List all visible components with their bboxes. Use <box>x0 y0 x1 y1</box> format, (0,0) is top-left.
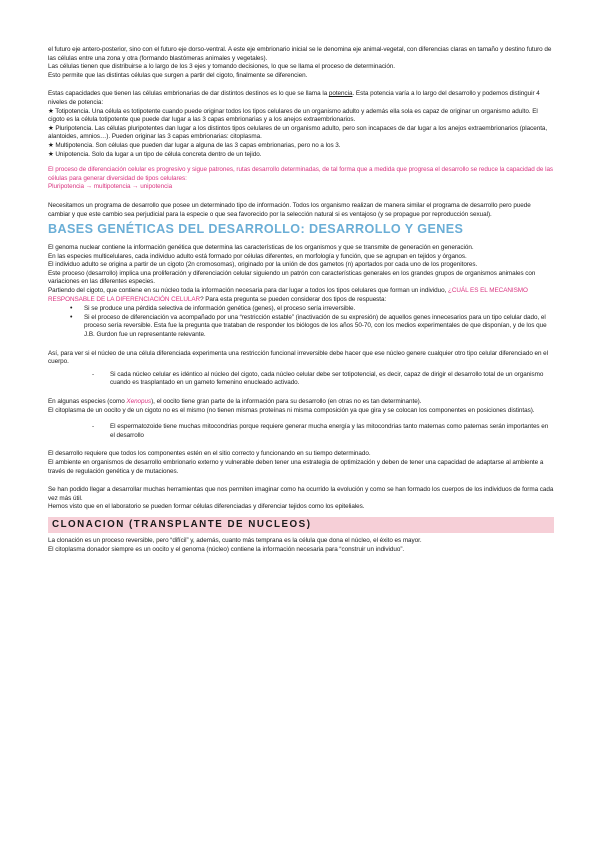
response-bullet-list <box>48 305 554 339</box>
list-item: • Si el proceso de diferenciación va acompañado por una “restricción estable” (inactivación de su expresión) de aquellos genes innecesarios para un tipo celular dado, el proceso sería reversible. Esta fue la pregunta que trataban de responder los biólogos de los años 50-70, con los medios experimentales de que disponían, y de los que J.B. Gurdon fue un representante relevante. <box>84 314 554 340</box>
paragraph-xenopus: En algunas especies (como Xenopus), el oocito tiene gran parte de la información para su desarrollo (en otras no es tan determinante). <box>48 398 422 405</box>
text-line: El ambiente en organismos de desarrollo embrionario externo y vulnerable deben tener una estrategia de optimización y deben de tener una capacidad de adaptarse al ambiente a través de regulación genética y de mutaciones. <box>48 458 544 475</box>
paragraph-nucleo: Así, para ver si el núcleo de una célula diferenciada experimenta una restricción funcional irreversible debe hacer que ese núcleo genere cualquier otro tipo celular diferenciado en el cuerpo. <box>48 349 549 366</box>
potency-item: ★ Pluripotencia. Las células pluripotentes dan lugar a los distintos tipos celulares de un organismo adulto, pero son incapaces de dar lugar a los anejos extraembrionarios (placenta, alantoides, amnios…). Pueden originar las 3 capas embrionarias: citoplasma. <box>48 124 548 141</box>
section-heading-bases-geneticas: BASES GENÉTICAS DEL DESARROLLO: DESARROLLO Y GENES <box>48 222 464 237</box>
list-item: - El espermatozoide tiene muchas mitocondrias porque requiere generar mucha energía y las mitocondrias tanto maternas como paternas serán importantes en el desarrollo <box>110 423 554 440</box>
paragraph-clonacion <box>48 537 554 554</box>
text-line: Se han podido llegar a desarrollar muchas herramientas que nos permiten imaginar como ha ocurrido la evolución y como se han formado los cuerpos de los individuos de forma cada vez más útil. <box>48 486 554 502</box>
text-line: El citoplasma donador siempre es un oocito y el genoma (núcleo) contiene la información necesaria para “construir un individuo”. <box>48 545 405 553</box>
potency-item: ★ Totipotencia. Una célula es totipotente cuando puede originar todos los tipos celulares de un organismo adulto y además ella sola es capaz de originar un organismo adulto. El cigoto es la célula totipotente que puede dar lugar a las 3 capas embrionarias y a los anejos extraembrionarios. <box>48 107 538 124</box>
text-line: El individuo adulto se origina a partir de un cigoto (2n cromosomas), originado por la unión de dos gametos (n) aportados por cada uno de los progenitores. <box>48 261 478 269</box>
species-name: Xenopus <box>126 398 152 405</box>
paragraph-herramientas <box>48 486 554 512</box>
text-line: Hemos visto que en el laboratorio se pueden formar células diferenciadas y diferenciar tejidos como los epiteliales. <box>48 503 365 511</box>
paragraph-question: Partiendo del cigoto, que contiene en su núcleo toda la información necesaria para dar lugar a todos los tipos celulares que forman un individuo, ¿CUÁL ES EL MECANISMO RESPONSABLE DE LA DIFERENCIACIÓN CELULAR? Para esta pregunta se pueden considerar dos tipos de respuesta: <box>48 287 528 303</box>
section-heading-clonacion: CLONACION (TRANSPLANTE DE NUCLEOS) <box>48 517 554 533</box>
paragraph-genoma <box>48 244 554 287</box>
paragraph-desarrollo <box>48 450 554 476</box>
potency-levels-list <box>48 108 554 160</box>
list-item: • Si se produce una pérdida selectiva de información genética (genes), el proceso sería irreversible. <box>84 305 554 314</box>
document-page <box>48 46 554 554</box>
dash-list <box>48 423 554 440</box>
dash-list <box>48 371 554 388</box>
highlighted-question: ¿CUÁL ES EL MECANISMO RESPONSABLE DE LA DIFERENCIACIÓN CELULAR <box>48 287 528 303</box>
paragraph-program: Necesitamos un programa de desarrollo que posee un determinado tipo de información. Todos los organismo realizan de manera similar el programa de desarrollo pero puede cambiar y que este cambio sea perjudicial para la especie o que sea favorecido por la selección natural si es ventajoso (y se propague por reproducción sexual). <box>48 201 531 218</box>
potency-sequence: Pluripotencia → multipotencia → unipotencia <box>48 183 173 191</box>
text-line: En las especies multicelulares, cada individuo adulto está formado por células diferentes, en morfología y función, que se agrupan en tejidos y órganos. <box>48 252 467 260</box>
text-line: Las células tienen que distribuirse a lo largo de los 3 ejes y tomando decisiones, lo que se llama el proceso de determinación. <box>48 63 395 71</box>
underlined-term: potencia <box>328 90 353 98</box>
paragraph-citoplasma: El citoplasma de un oocito y de un cigoto no es el mismo (no tienen mismas proteínas ni misma composición ya que gira y se colocan los componentes en posiciones distintas). <box>48 406 535 414</box>
text-line: El desarrollo requiere que todos los componentes estén en el sitio correcto y funcionando en su tiempo determinado. <box>48 450 371 458</box>
text-line: La clonación es un proceso reversible, pero “difícil” y, además, cuanto más temprana es la célula que dona el núcleo, el éxito es mayor. <box>48 536 422 544</box>
text-line: Este proceso (desarrollo) implica una proliferación y diferenciación celular siguiendo un patrón con características generales en los grandes grupos de organismos animales con variaciones en las diferentes especies. <box>48 269 536 286</box>
text-line: Esto permite que las distintas células que surgen a partir del cigoto, finalmente se diferencien. <box>48 71 308 79</box>
highlight-paragraph: El proceso de diferenciación celular es progresivo y sigue patrones, rutas desarrollo determinadas, de tal forma que a medida que progresa el desarrollo se reduce la capacidad de las células para generar diversidad de tipos celulares: Pluripotencia → multipotencia → unipotencia <box>48 166 554 191</box>
paragraph-potencia: Estas capacidades que tienen las células embrionarias de dar distintos destinos es lo que se llama la potencia. Esta potencia varía a lo largo del desarrollo y podemos distinguir 4 niveles de potencia: <box>48 90 540 106</box>
text-line: el futuro eje antero-posterior, sino con el futuro eje dorso-ventral. A este eje embrionario inicial se le denomina eje animal-vegetal, con diferencias claras en tamaño y destino futuro de las células entre una zona y otra (formando blastómeras animales y vegetales). <box>48 46 552 62</box>
paragraph-axes <box>48 46 554 80</box>
list-item: - Si cada núcleo celular es idéntico al núcleo del cigoto, cada núcleo celular debe ser totipotencial, es decir, capaz de dirigir el desarrollo total de un organismo cuando es trasplantado en un gameto femenino enucleado activado. <box>110 371 554 388</box>
potency-item: ★ Multipotencia. Son células que pueden dar lugar a alguna de las 3 capas embrionarias, pero no a los 3. <box>48 141 341 149</box>
potency-item: ★ Unipotencia. Solo da lugar a un tipo de célula concreta dentro de un tejido. <box>48 150 262 158</box>
text-line: El genoma nuclear contiene la información genética que determina las características de los organismos y que se transmite de generación en generación. <box>48 244 474 252</box>
